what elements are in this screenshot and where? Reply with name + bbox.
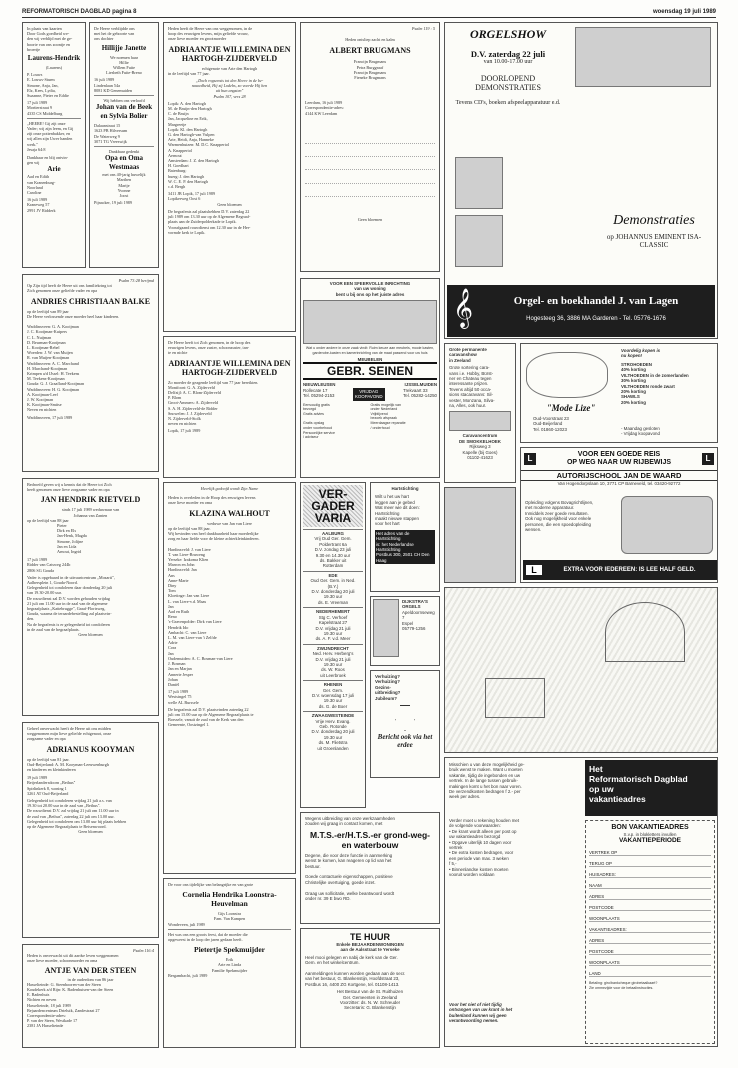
- obituary-adriaantje-2: [163, 336, 296, 478]
- coupon-field[interactable]: LAND: [589, 972, 711, 977]
- vacation-conditions: Verder moet u rekening houden met de volgende voorwaarden: • De krant wordt alleen per post op uw vakantieadres bezorgd • Opgave uiterlijk 10 dagen voor vertrek • De extra kosten bedragen, voor een periode van max. 3 weken f 5,- • Binnenlandse kosten moeten vooruit worden voldaan: [449, 818, 520, 878]
- obit-verse-ref: Psalm 119 : 5: [411, 26, 435, 31]
- furniture-address-1: Rollecate 17 Tel. 05294-2153: [303, 387, 335, 399]
- birth-sub: (Laurens): [45, 65, 63, 71]
- engagement-couple: Johan van de Beek en Sylvia Bolier: [95, 103, 153, 121]
- obit-address: Lopik, 17 juli 1989: [168, 428, 201, 434]
- orgelshow-demonstraties: Demonstraties: [613, 213, 695, 228]
- obit-intro: Heden ontsliep zacht en kalm: [345, 37, 395, 43]
- services-list: [303, 529, 363, 751]
- hartstichting-ad: [370, 482, 440, 592]
- thanks-intro-2: Het was ons een groots feest, dat de moeder die opgeweest in de loop der jaren gedaan heeft.: [168, 931, 248, 943]
- obit-address: Leerdam, 16 juli 1989 Correspondentie-adres: 4144 KW Leerdam: [305, 100, 345, 116]
- service-details: Stg C. Verhoef Kapelstraat 27 D.V. vrijdag 21 juli 19.30 uur ds. A. F. v.d. Meer: [315, 614, 351, 642]
- driving-school-address: Van Hogendorpslaan 10, 3771 CP Barneveld, tel. 03420-92772: [557, 481, 681, 486]
- coupon-period-title: VAKANTIEPERIODE: [619, 837, 681, 845]
- obituary-rietveld: [22, 478, 159, 716]
- obit-address: 17 juli 1989 Ridder van Catsweg 244b 2806 SG Gouda: [27, 557, 71, 573]
- driving-school-slogan-bar: [523, 560, 717, 580]
- service-entry: [303, 644, 363, 678]
- birth2-intro: De Heere verblijdde ons met het de geboorte van ons dochter: [94, 26, 135, 42]
- arrow-down-icon: [395, 705, 415, 731]
- vacation-title: Het Reformatorisch Dagblad op uw vakantieadres: [589, 764, 688, 804]
- l-plate-icon: L: [524, 453, 536, 465]
- page-header: [22, 6, 716, 18]
- service-place: NEDERHEMERT: [316, 609, 350, 615]
- orgelshow-extras: Tevens CD's, boeken afspeelapparatuur e.d.: [455, 100, 561, 106]
- anniversary-intro: Dankbaar gedenkt: [108, 149, 140, 155]
- obit-note: Geen bloemen: [217, 201, 242, 207]
- birth-name-arie: Arie: [47, 165, 61, 174]
- obit-sub: Zo moeder de geagende leeftijd van 77 jaar bereikten.: [168, 379, 259, 385]
- obit-verse-ref: Psalm 73:28 berijmd: [118, 278, 154, 283]
- obit-intro: Op Zijn tijd heeft de Heere uit ons familiekring tot Zich genomen onze geliefde vader en opa: [27, 283, 112, 294]
- obit-age: op de leeftijd van 89 jaar: [27, 308, 69, 314]
- prompt-item: Jubileum?: [375, 695, 397, 701]
- hartstichting-footer: Het adres van de Hartstichting is: het Nederlandse Hartstichting Postbus 300, 2501 CH Den Haag: [375, 530, 435, 564]
- thanks-name-2: Pietertje Spekmuijder: [193, 945, 266, 955]
- organ-pipes-image: [373, 599, 399, 657]
- birth2-address: 16 juli 1989 Lindenlaan 54a 8081 KD Genemuiden: [94, 77, 132, 93]
- coupon-field[interactable]: ADRES: [589, 895, 711, 900]
- treble-clef-icon: 𝄞: [453, 290, 474, 327]
- service-entry: [303, 680, 363, 709]
- coupon-title: BON VAKANTIEADRES: [611, 824, 689, 831]
- vergader-varia-title: VER- GADER VARIA: [303, 485, 363, 527]
- rental-ad: [300, 928, 440, 1048]
- birth2-family: Willem Fuite Liesbeth Fuite-Breno: [106, 65, 142, 76]
- prompt-item: Gezins- uitbreiding?: [375, 684, 401, 696]
- obit-name: JAN HENDRIK RIETVELD: [40, 495, 141, 505]
- caravan-headline: Grote permanente caravanshow in Zeeland: [449, 347, 487, 363]
- rental-subtitle: Enkele BEJAARDENWONINGEN aan de Aalsstraat te Yerseke: [336, 942, 404, 953]
- caravan-logo: [449, 411, 511, 431]
- obit-address: 17 juli 1989 Westsingel 75 welle AL Burssele: [168, 689, 199, 705]
- coupon-fields: [589, 851, 711, 977]
- header-paper-name: REFORMATORISCH DAGBLAD pagina 8: [22, 8, 137, 15]
- furniture-benefit: Meerdaagse reparatie / onderhoud: [370, 421, 406, 430]
- orgelshow-ad: [444, 22, 718, 339]
- obit-relatives: De Heere verlossende onze moeder heel haar kinderen. Waddinxveen: G. A. Kooijman J. C. Kooijman-Kuipers C. L. Nuijman D. Beurman-Kooijman L. Kooijman-Rebel Woerden: J. W. van Muijen R. van Muijen-Kooijman Waddinxveen: A. C. Marchand H. Marchand-Kooijman Krimpen a/d IJssel: H. Teekens M. Teekens-Kooijman Gouda: G. J. Graafland-Kooijman Waddinxveen: H. G. Kooijman A. Kooijman-Leef J. W. Kooijman K. Kooijman-Smitse Neven en nichten: [27, 313, 120, 413]
- obit-name: ADRIAANTJE WILLEMINA DEN HARTOGH-ZIJDERVELD: [168, 358, 291, 377]
- job-intro: Wegens uitbreiding van onze werkzaamheden zouden wij graag in contact komen, met: [305, 816, 395, 827]
- chair-illustration: [485, 678, 545, 718]
- prompt-item: Verhuizing?: [375, 679, 400, 685]
- furniture-koopavond: VRIJDAG KOOPAVOND: [354, 388, 383, 400]
- birth-quote: „HEERE! Gij zijt onze Vader; wij zijn leem, en Gij zijt onze pottenbakker, en wij allen zijn Uwer handen werk." Jesaja 64:8: [27, 120, 74, 152]
- obit-relatives: Francijn Brugmans Petra Burggraaf Francijn Brugmans Fieneke Brugmans: [353, 59, 387, 81]
- obit-name: ANDRIES CHRISTIAAN BALKE: [30, 296, 151, 306]
- caravan-company: Caravancentrum DE SMOKKELHOEK: [459, 433, 501, 444]
- organ-photo-2: [455, 157, 503, 209]
- job-title: M.T.S.-er/H.T.S.-er grond-weg- en waterbouw: [310, 829, 430, 850]
- job-ad-mts: [300, 812, 440, 924]
- prompt-item: Verhuizing?: [375, 674, 400, 679]
- vacation-coupon: [585, 820, 715, 1044]
- obit-intro: De Heere heeft tot Zich genomen, in de hoop des eeuwigen levens, onze zuster, schoonzuster, tan- te en nichte: [168, 340, 251, 356]
- obit-service: De begrafenis zal plaatshebben D.V. zaterdag 22 juli 1989 om 13.30 uur op de Algemene Begraaf- plaats aan de Zuiderpolderkade te Lopik. Voorafgaand rouwdienst om 12.30 uur in de Her- vormde kerk te Lopik.: [168, 208, 251, 235]
- l-plate-icon: L: [526, 565, 542, 575]
- thanks-notices: [163, 878, 296, 1048]
- coupon-field[interactable]: ADRES: [589, 939, 711, 944]
- birth-intro: In plaats van kaarten Door Gods goedheid we- den wij verblijd met de ge- boorte van ons zoontje en broertje: [27, 26, 73, 52]
- obit-intro: Heden is overleden in de Hoop des eeuwigen levens onze lieve moeder en oma: [168, 495, 256, 506]
- birth-thanks: Dankbaar en blij ontvin- gen wij: [27, 155, 69, 166]
- obit-age: in de leeftijd van 77 jaar.: [168, 70, 210, 76]
- obit-age: op de leeftijd van 88 jaar: [27, 517, 69, 523]
- church-services-listing: [300, 482, 366, 808]
- caravan-text: Grote sortering cara- vans i.e. Hobby, Bürst- ner en Chateau tegen interessante prijzen. Tevens altijd 50 occa- sions stacaravans: Sil- vester, Monzana, Silva- na, Alles, ook huur.: [449, 365, 495, 409]
- obit-name: ADRIANUS KOOYMAN: [46, 744, 135, 754]
- thanks-family: Gijs Loonstra Fam. Van Kampen: [213, 911, 246, 922]
- furniture-photo: [303, 300, 437, 344]
- obit-service: Gelegenheid tot condoleren vrijdag 21 juli a.s. van 19.30 tot 20.00 uur in de zaal van „Bethus". De rouwdienst D.V. zal vrijdag 21 juli om 11.00 uur in de zaal van „Bethus", zaterdag 22 juli om 13.00 uur. Gelegenheid tot condoleren om 13.00 uur bij plaats hebben op de Algemene Begraafplaats te Beisenwoord.: [27, 798, 127, 830]
- coupon-instruction: S.v.p. in blokletters invullen: [623, 832, 677, 837]
- hartstichting-logo: Hartstichting: [391, 486, 419, 491]
- shop-name: Orgel- en boekhandel J. van Lagen: [513, 295, 679, 307]
- obit-name: ALBERT BRUGMANS: [329, 46, 411, 56]
- anniversary-names: Opa en Oma Westmaas: [104, 154, 144, 172]
- job-text: Degene, die voor deze functie in aanmerking wenst te komen, kan reageren op lid van het bestuur. Goede contactuele eigenschappen, positieve Christelijke overtuiging, goede inzet. Graag uw sollicitatie, welke beantwoord wordt onder nr. 39 E bwo RD.: [305, 852, 395, 902]
- obit-sub: in de ouderdom van 86 jaar: [67, 976, 114, 982]
- thanks-name: Cornelia Hendrika Loonstra-Heuvelman: [182, 890, 277, 909]
- obit-note: Geen bloemen: [78, 829, 103, 835]
- coupon-field[interactable]: POSTCODE: [589, 906, 711, 911]
- orgelshow-shop-banner: [447, 285, 715, 337]
- birth2-name: Hillijje Janette: [101, 43, 147, 52]
- birth2-sub: We noemen haar Hillie: [109, 54, 139, 65]
- thanks-family-2: Erik Arie en Linda Familie Spekmuijder: [211, 957, 248, 973]
- sale-item: VILTHOEDEN ronde zwart 20% korting: [621, 383, 675, 395]
- thanks-intro: De voor ons tijdelijke van belangrijke en van grote: [168, 882, 254, 887]
- obit-verse-ref: Heerlijk gedoofd wordt Zijn Name: [200, 486, 259, 491]
- vacation-banner: [585, 760, 717, 816]
- furniture-benefit: Vrijblijvend bezoek afspraak: [370, 412, 397, 421]
- engagement-address: Dalaanstraat 15 1623 PB Hilversum De Waterweg 9 3071 TG Vreeswijk: [94, 123, 128, 144]
- obit-name: ADRIAANTJE WILLEMINA DEN HARTOGH-ZIJDERVELD: [168, 44, 291, 63]
- birth-address-2: 16 juli 1989 Kraneweg 57 2991 JV Ridderk: [27, 197, 56, 213]
- service-place: EDE: [328, 572, 338, 578]
- mode-lize-headline: Voordelig kopen is nu kopen!: [621, 348, 661, 359]
- orgelshow-demos: DOORLOPEND DEMONSTRATIES: [475, 74, 541, 92]
- mode-lize-name: "Mode Lize": [546, 403, 596, 413]
- obit-relatives: Montfoort: G. A. Zijderveld Delfzijl: A. C. Blom-Zijderveld P. Blom Groot-Ammers: A. Zijderveld S. A. H. Zijderveld-de Ridder Snowelen: J. J. Zijderveld N. Zijderveld-Stolk neven en nichten: [168, 384, 221, 427]
- garden-illustration: [444, 587, 718, 753]
- illustration-placeholder: [444, 487, 516, 583]
- service-entry: [303, 571, 363, 605]
- announcement-prompt-ad: [370, 670, 440, 778]
- service-place: ZWAAGWESTEINDE: [311, 713, 355, 719]
- obit-age: op de leeftijd van 81 jaar.: [27, 756, 70, 762]
- vacation-address-ad: [444, 757, 718, 1047]
- service-place: RHENEN: [323, 682, 343, 688]
- header-date: woensdag 19 juli 1989: [652, 8, 716, 15]
- car-illustration: [621, 496, 713, 554]
- obit-address: 3411 JB Lopik, 17 juli 1989 Lopikerweg Oost 6: [168, 191, 216, 202]
- obit-name: ANTJE VAN DER STEEN: [44, 965, 137, 975]
- hartstichting-text: Wilt u het uw hart leggen aan je gebed Wat meer wie dit doen: Hartstichting maakt nieuwe stappen voor het hart: [375, 494, 420, 527]
- orgelshow-time: van 10.00-17.00 uur: [483, 59, 533, 65]
- obituary-kooyman: [22, 722, 159, 938]
- obit-relatives: Lopik: A. den Hartogh M. de Bruijn-den Hartogh C. de Bruijn Jan, Jacqueline en Erik, Margreetje Lopik: Kl. den Hartogh G. den Hartogh-van Vulpen Arie, Heidi, Anja, Hanneke Warmenhuizen: M. D.C. Knapperiol A. Knapperiol Aernout Amsterdam: J. Z. den Hartogh H. Goedhart Batenburg: buerg: J. den Hartogh W. C. E. P. den Hartogh c.d. Bergh: [168, 100, 230, 190]
- driving-school-name: AUTORIJSCHOOL JAN DE WAARD: [521, 470, 717, 481]
- furniture-address-2: Trekvaart 33 Tel. 05282-14250: [403, 387, 437, 399]
- obit-address: 19 juli 1989 Beijerlandersdoorn „Bethus" Spirlinkerk 8, woning 1 3261 AT Oud-Beijerland: [27, 775, 76, 796]
- sale-item: VILTHOEDEN in de zomerlanden 30% korting: [621, 372, 689, 384]
- furniture-benefit: Gratis opslag onder voorbehoud: [303, 421, 333, 430]
- furniture-benefit: Gratis advies: [303, 412, 324, 417]
- birth-address: 17 juli 1989 Mortierstraat 9 4335 CS Middelburg: [27, 100, 63, 116]
- obit-service: Vader is opgebaard in de uitvaartcentrum „Mozarti", Aalbersplein 1, Gouda-Noord. Gelegenheid tot condoleren daar donderdag 20 juli van 19.30-20.00 uur. De rouwdienst zal D.V. worden gehouden vrijdag 21 juli om 11.00 uur in de zaal van de algemene begraafplaats „Kattebrugge", Graaf-Florisweg, Gouda, waarna de teraardebestelling zal plaatsvin- den. Na de begrafenis is er gelegenheid tot condoleren in de zaal van de begraafplaats.: [27, 574, 115, 632]
- coupon-field[interactable]: TERUG OP: [589, 862, 711, 867]
- furniture-town-1: NIEUWLEUSEN: [303, 382, 336, 388]
- mode-lize-address: Oud-Voorstraat 23 Oud-Beijerland Tel. 01860-12023: [533, 416, 569, 432]
- obit-age: op de leeftijd van 88 jaar.: [168, 525, 211, 531]
- furniture-benefit: Persoonlijke service / adviseur: [303, 430, 335, 440]
- obit-relatives: Wij bevinden van heel dankbaarheid haar moederlijke zorg en haar liefde voor de kleine achterkleinkinderen. Hardinxveld: J. van Liere T. van Liere-Bruweng Yerseke: Izakoma Klien Marron en John Hardinxveld: Jan Ans Anne-Marie Diny Tom Kloetinge: Jan van Liere L. van Liere-v.d. Maas Jan Aad en Ruth Reno 's-Gravenpolder: Dirk van Liere Hendrik Ido Ambacht: C. van Liere L. M. van Liere-van 't Zelfde Adrie Cora Jan Oudemuiden: A. C. Bosman-van Liere J. Bosman Jan en Marjan Annerie Jesper Johan Daniël: [168, 531, 260, 687]
- service-entry: [303, 529, 363, 569]
- prompt-footer: Bericht ook via het erdee: [377, 733, 433, 750]
- mode-lize-ad: [520, 343, 718, 443]
- coupon-field[interactable]: HUISADRES:: [589, 873, 711, 878]
- obit-intro: Heden heeft de Heere van ons weggenomen, in de hoop des eeuwigen levens, mijn geliefde vrouw, onze lieve moeder en grootmoeder: [168, 26, 253, 42]
- flag-illustration: [445, 488, 515, 582]
- rental-text: Heel mooi gelegen en nabij de kerk van de Ger. Gem. en het winkelcentrum. Aanmeldingen kunnen worden gedaan aan de secr. van het bestuur, G. Blankenstijn, Hoofdstraat 23, Postbus 16, 4400 ZG Kortgene, tel. 01108-1413.: [305, 954, 406, 987]
- anniversary-family: Marthen Marije Yvonne Joost: [116, 177, 132, 199]
- obit-service: De begrafenis zal D.V. plaatsvinden zaterdag 22 juli om 15.00 uur op de Algemene Begraafplaats te Borssele, vanuit de zaal van de Kerk van den Gemeente, Oostzingel 1.: [168, 706, 254, 728]
- shop-address: Hogesteeg 36, 3886 MA Garderen - Tel. 05776-1676: [526, 316, 666, 322]
- l-plate-icon: L: [702, 453, 714, 465]
- organ-photo-1: [575, 27, 711, 87]
- orgelshow-title: ORGELSHOW: [469, 27, 546, 41]
- service-details: Ger. Gem. D.V. woensdag 17 juli 19.30 uur ds. G. de Boer: [311, 687, 355, 709]
- driving-school-text: Opleiding volgens Bovagrichtlijnen, met moderne apparatuur. Inmiddels zeer goede resultaten. Ook nog mogelijkheid voor enkele personen, die een spoedopleiding wensen.: [525, 500, 594, 533]
- coupon-field[interactable]: VERTREK OP: [589, 851, 711, 856]
- divider: [168, 929, 291, 930]
- sale-item: STROHOEDEN 40% korting: [621, 362, 652, 373]
- obit-intro: Bedroefd geven wij u kennis dat de Heere tot Zich heeft genomen onze lieve zorgzame vader en opa: [27, 482, 112, 493]
- sale-item: SHAWLS 20% korting: [621, 394, 646, 405]
- obit-quote: „Doch rogsensis tot den Heere in de be- nauwdheid, Hij zij Lodebs, zo voerde Hij hen uit hun angsten" Psalm 107, vers 28: [191, 78, 268, 99]
- coupon-field[interactable]: WOONPLAATS: [589, 961, 711, 966]
- obit-name: KLAZINA WALHOUT: [189, 508, 270, 518]
- furniture-brand: MEUBELEN: [357, 357, 383, 363]
- caravan-ad: [444, 343, 516, 483]
- service-details: Vrije Herv. Evang. Geb. Rotonde D.V. donderdag 20 juli 19.30 uur ds. M. Flietstra uit Groenlanden: [311, 718, 355, 751]
- parasol-illustration: [605, 602, 685, 662]
- hat-illustration: [526, 352, 608, 398]
- furniture-headline: VOOR EEN SFEERVOLLE INRICHTING van uw woning bent u bij ons op het juiste adres: [329, 281, 411, 297]
- divider: [94, 95, 154, 96]
- birth-family: P. Louws E. Louws-Sturm Simone, Anja, Jan, Elz, Kees, Lydia, Suzanne, Pieter en Eddie: [27, 72, 69, 99]
- dijkstra-orgels-ad: [370, 596, 440, 666]
- birth-announcement-laurens: [22, 22, 86, 268]
- obit-note: Geen bloemen: [357, 217, 383, 223]
- obit-verse-ref: Psalm 116:4: [133, 948, 154, 953]
- driving-school-slogan: EXTRA VOOR IEDEREEN: IS LEE HALF GELD.: [563, 567, 696, 573]
- furniture-benefit: Eenvoudig gratis bezorgd: [303, 402, 330, 411]
- anniversary-sub: met ons 40-jarig huwelijk: [102, 172, 146, 178]
- furniture-caption: Wat u onder andere in onze zaak vindt: Ruim keuze aan meubels, mooie kasten, garderobe-kasten en kamerinrichting van de maat passend voor uw huis: [305, 346, 435, 355]
- service-details: Vrij Oud Ger. Gem. Poldertrant 6a D.V. zondag 23 juli 9.30 en 14.30 uur ds. Bakker uit Rotterdam: [314, 536, 352, 569]
- birth-family-2: Aad en Edith van Kranenburg- Noorland Caroline: [27, 174, 56, 196]
- mode-lize-hours: - Maandag gesloten - Vrijdag koopavond: [621, 426, 660, 437]
- furniture-ad: [300, 278, 440, 478]
- vacation-disclaimer: Voor het niet of niet tijdig ontvangen van uw krant in het buitenland kunnen wij geen verantwoording nemen.: [449, 1002, 513, 1024]
- thanks-address: Wondeveen, juli 1989: [168, 921, 205, 927]
- coupon-field[interactable]: WOONPLAATS: [589, 917, 711, 922]
- obit-relatives: Hasselteinde: G. Steenbooren-van der Steen Koudekerk a/d Rijn: K. Badenhuisen-van der Steen E. Badenhuis Nichten en neven: [27, 981, 114, 1003]
- organ-photo-3: [455, 215, 503, 267]
- obit-relatives: Oud-Beijerland: A. M. Kooyman-Leeuwenburgh en kinderen en kleinkinderen: [27, 761, 109, 773]
- obit-address: Hasselteinde, 18 juli 1989 Bejaardencentrum Drieluik, Zandestraat 27 Correspondentie-adres: P. van der Steen, Westkade 17 2381 JA Hasselteinde: [27, 1002, 100, 1029]
- obit-note: Geen bloemen: [78, 632, 103, 638]
- coupon-field[interactable]: NAAM: [589, 884, 711, 889]
- service-details: Ned. Herv. Herberg's D.V. vrijdag 21 juli 19.30 uur ds. W. Roos uit Leerbroek: [312, 651, 354, 678]
- service-place: AALBURG: [322, 531, 344, 536]
- furniture-benefit: Gratis mogelijk van onder Nederland: [370, 402, 402, 411]
- obituary-adriaantje-1: [163, 22, 296, 332]
- thanks-address-2: Bergambacht, juli 1989: [168, 972, 208, 978]
- birth-name: Laurens-Hendrik: [27, 54, 81, 63]
- obit-relatives: Pieter Dirk en Els Jan-Henk, Magda Simone, Jolijne Jan en Lida Arnout, Ingrid: [57, 523, 87, 555]
- obituary-van-der-steen: [22, 944, 159, 1048]
- coupon-field[interactable]: VAKANTIEADRES:: [589, 928, 711, 933]
- obituary-walhout: [163, 482, 296, 874]
- divider: [94, 146, 154, 147]
- service-entry: [303, 607, 363, 641]
- obituary-brugmans: [300, 22, 440, 272]
- coupon-field[interactable]: POSTCODE: [589, 950, 711, 955]
- obituary-balke: [22, 274, 159, 472]
- service-entry: [303, 711, 363, 751]
- driving-school-line-1: VOOR EEN GOEDE REIS: [577, 451, 661, 458]
- obit-sub: echtgenote van Arie den Hartogh: [201, 65, 258, 71]
- caravan-address: Rijksweg 3 Kapelle (bij Goes) 01102-41623: [462, 444, 498, 461]
- dijkstra-address: Apeldoornseweg 7 Espel 05779-1256: [402, 609, 435, 632]
- furniture-company-name: GEBR. SEINEN: [303, 362, 437, 380]
- divider: [27, 118, 81, 119]
- orgelshow-models: op JOHANNUS EMINENT ISA-CLASSIC: [606, 233, 702, 249]
- obit-sub: sinds 17 juli 1989 weduwnaar van Johanna van Zanten: [61, 507, 120, 518]
- obit-intro: Geheel onverwacht heeft de Heere uit ons midden weggenomen mijn lieve geliefde echtgenoot, onze zorgzame vader en opa: [27, 726, 112, 742]
- vacation-intro: Misschien u van deze mogelijkheid ge- bruik wenst te maken. Want u moeten vakantie, tijdig de ingebonden en uw vertrek. In de lange tussen gebruik- makingen komt u het bon naar voren. De verzendkosten bedragen f 2.- per week per adres.: [449, 762, 525, 800]
- obit-intro: Heden is onverwacht uit dit aardse leven weggenomen onze lieve moeder, schoonmoeder en oma: [27, 953, 119, 964]
- engagement-intro: Wij hebben ons verloofd: [103, 98, 145, 104]
- obit-address: Waddinxveen, 17 juli 1989: [27, 414, 73, 420]
- rental-footer: Het Bestuur van de St. Ruithuizen Ger. Gemeenten in Zeeland Voorzitter: ds. N. W. Schreuder Secretaris: G. Blankenstijn: [336, 989, 404, 1011]
- service-place: ZWIJNDRECHT: [317, 645, 349, 651]
- anniversary-address: Pijnacker, 19 juli 1989: [94, 200, 132, 206]
- birth-announcement-hillie: [89, 22, 159, 268]
- dijkstra-title: DIJKSTRA'S ORGELS: [402, 599, 428, 610]
- obit-sub: weduwe van Jan van Liere: [207, 520, 252, 526]
- driving-school-ad: [520, 447, 718, 583]
- service-details: Oud Ger. Gem. in Ned. (B.Y.) D.V. donderdag 20 juli 19.30 uur ds. E. Vreeman: [310, 578, 356, 605]
- driving-school-line-2: OP WEG NAAR UW RIJBEWIJS: [566, 459, 672, 466]
- rental-title: TE HUUR: [350, 932, 390, 942]
- furniture-town-2: IJSSELMUIDEN: [404, 382, 437, 388]
- coupon-payment-note: Betaling: giro/bankcheque girobetaalkaart? Zie ommezijde voor de betaalinstructies.: [589, 981, 658, 990]
- orgelshow-date: D.V. zaterdag 22 juli: [470, 49, 546, 59]
